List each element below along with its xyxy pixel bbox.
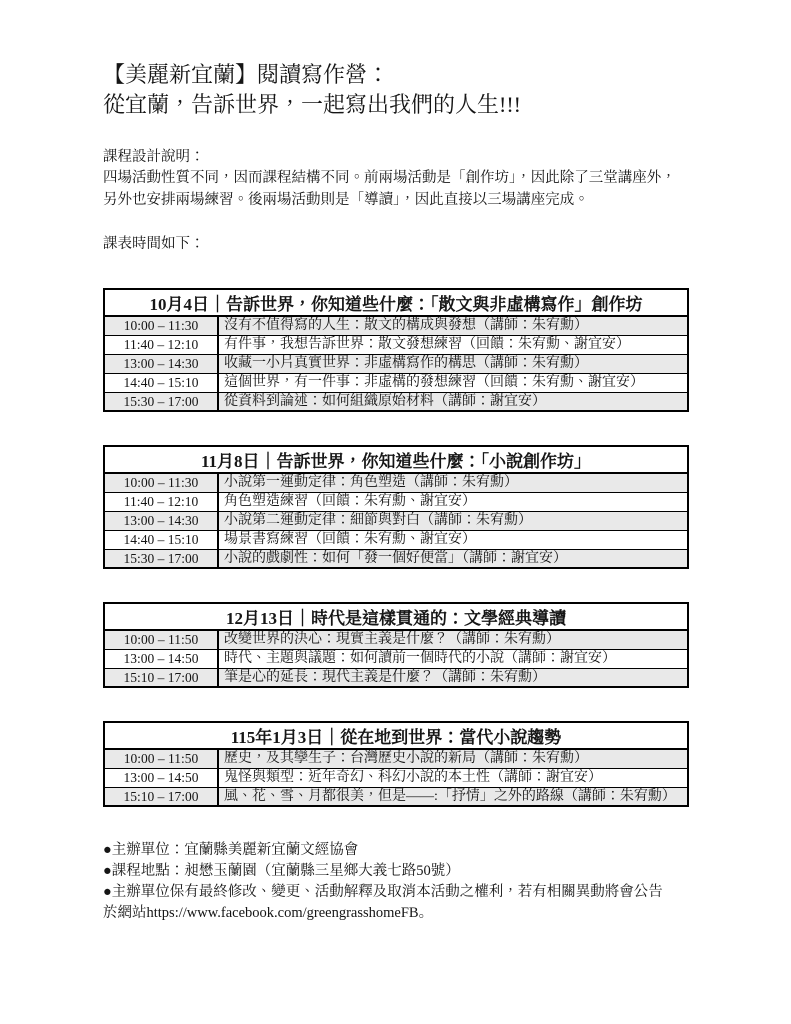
schedule-row [104, 768, 688, 787]
schedule-row [104, 530, 688, 549]
time-cell: 11:40 – 12:10 [104, 492, 218, 511]
session-cell: 沒有不值得寫的人生：散文的構成與發想（講師：朱宥勳） [218, 316, 688, 335]
schedule-row [104, 749, 688, 768]
table-header-row [104, 722, 688, 749]
time-cell: 14:40 – 15:10 [104, 530, 218, 549]
schedule-row [104, 492, 688, 511]
time-cell: 13:00 – 14:30 [104, 354, 218, 373]
table-header-row [104, 289, 688, 316]
session-cell: 歷史，及其孿生子：台灣歷史小說的新局（講師：朱宥勳） [218, 749, 688, 768]
table-header-row [104, 446, 688, 473]
table-title: 11月8日｜告訴世界，你知道些什麼：「小說創作坊」 [104, 446, 688, 473]
session-cell: 小說第一運動定律：角色塑造（講師：朱宥勳） [218, 473, 688, 492]
session-cell: 從資料到論述：如何組織原始材料（講師：謝宜安） [218, 392, 688, 411]
table-title: 12月13日｜時代是這樣貫通的：文學經典導讀 [104, 603, 688, 630]
footer-line: ●課程地點：昶懋玉蘭園（宜蘭縣三星鄉大義七路50號） [103, 863, 460, 879]
schedule-tables [103, 288, 689, 807]
page-title [103, 60, 689, 120]
time-cell: 10:00 – 11:50 [104, 749, 218, 768]
session-cell: 小說第二運動定律：細節與對白（講師：朱宥勳） [218, 511, 688, 530]
time-cell: 15:30 – 17:00 [104, 549, 218, 568]
intro-paragraph-line-1: 四場活動性質不同，因而課程結構不同。前兩場活動是「創作坊」，因此除了三堂講座外， [103, 170, 676, 186]
table-header-row [104, 603, 688, 630]
schedule-row [104, 549, 688, 568]
schedule-row [104, 649, 688, 668]
session-cell: 場景書寫練習（回饋：朱宥勳、謝宜安） [218, 530, 688, 549]
schedule-row [104, 668, 688, 687]
session-cell: 時代、主題與議題：如何讀前一個時代的小說（講師：謝宜安） [218, 649, 688, 668]
session-cell: 這個世界，有一件事：非虛構的發想練習（回饋：朱宥勳、謝宜安） [218, 373, 688, 392]
schedule-row [104, 373, 688, 392]
schedule-intro: 課表時間如下： [103, 236, 205, 252]
schedule-row [104, 392, 688, 411]
page-title-line-1: 【美麗新宜蘭】閱讀寫作營： [103, 62, 390, 87]
table-title: 10月4日｜告訴世界，你知道些什麼：「散文與非虛構寫作」創作坊 [104, 289, 688, 316]
session-cell: 改變世界的決心：現實主義是什麼？（講師：朱宥勳） [218, 630, 688, 649]
schedule-table [103, 721, 689, 807]
session-cell: 有件事，我想告訴世界：散文發想練習（回饋：朱宥勳、謝宜安） [218, 335, 688, 354]
time-cell: 11:40 – 12:10 [104, 335, 218, 354]
page-title-line-2: 從宜蘭，告訴世界，一起寫出我們的人生!!! [103, 92, 521, 117]
footer-line: ●主辦單位保有最終修改、變更、活動解釋及取消本活動之權利，若有相關異動將會公告 [103, 884, 663, 900]
session-cell: 筆是心的延長：現代主義是什麼？（講師：朱宥勳） [218, 668, 688, 687]
document-content [103, 60, 689, 924]
schedule-table [103, 288, 689, 412]
session-cell: 鬼怪與類型：近年奇幻、科幻小說的本土性（講師：謝宜安） [218, 768, 688, 787]
schedule-row [104, 473, 688, 492]
time-cell: 10:00 – 11:30 [104, 473, 218, 492]
schedule-row [104, 335, 688, 354]
session-cell: 角色塑造練習（回饋：朱宥勳、謝宜安） [218, 492, 688, 511]
session-cell: 收藏一小片真實世界：非虛構寫作的構思（講師：朱宥勳） [218, 354, 688, 373]
time-cell: 10:00 – 11:50 [104, 630, 218, 649]
schedule-table [103, 445, 689, 569]
schedule-table [103, 602, 689, 688]
time-cell: 13:00 – 14:50 [104, 649, 218, 668]
time-cell: 14:40 – 15:10 [104, 373, 218, 392]
schedule-row [104, 787, 688, 806]
session-cell: 風、花、雪、月都很美，但是——:「抒情」之外的路線（講師：朱宥勳） [218, 787, 688, 806]
schedule-row [104, 354, 688, 373]
footer [103, 840, 689, 924]
time-cell: 15:10 – 17:00 [104, 668, 218, 687]
time-cell: 15:30 – 17:00 [104, 392, 218, 411]
table-title: 115年1月3日｜從在地到世界：當代小說趨勢 [104, 722, 688, 749]
schedule-row [104, 316, 688, 335]
session-cell: 小說的戲劇性：如何「發一個好便當」（講師：謝宜安） [218, 549, 688, 568]
intro-heading: 課程設計說明： [103, 149, 205, 165]
schedule-row [104, 511, 688, 530]
time-cell: 15:10 – 17:00 [104, 787, 218, 806]
schedule-row [104, 630, 688, 649]
intro-paragraph-line-2: 另外也安排兩場練習。後兩場活動則是「導讀」，因此直接以三場講座完成。 [103, 191, 589, 208]
time-cell: 10:00 – 11:30 [104, 316, 218, 335]
time-cell: 13:00 – 14:30 [104, 511, 218, 530]
time-cell: 13:00 – 14:50 [104, 768, 218, 787]
footer-line: ●主辦單位：宜蘭縣美麗新宜蘭文經協會 [103, 842, 359, 858]
footer-line: 於網站https://www.facebook.com/greengrasshomeFB。 [103, 905, 434, 921]
